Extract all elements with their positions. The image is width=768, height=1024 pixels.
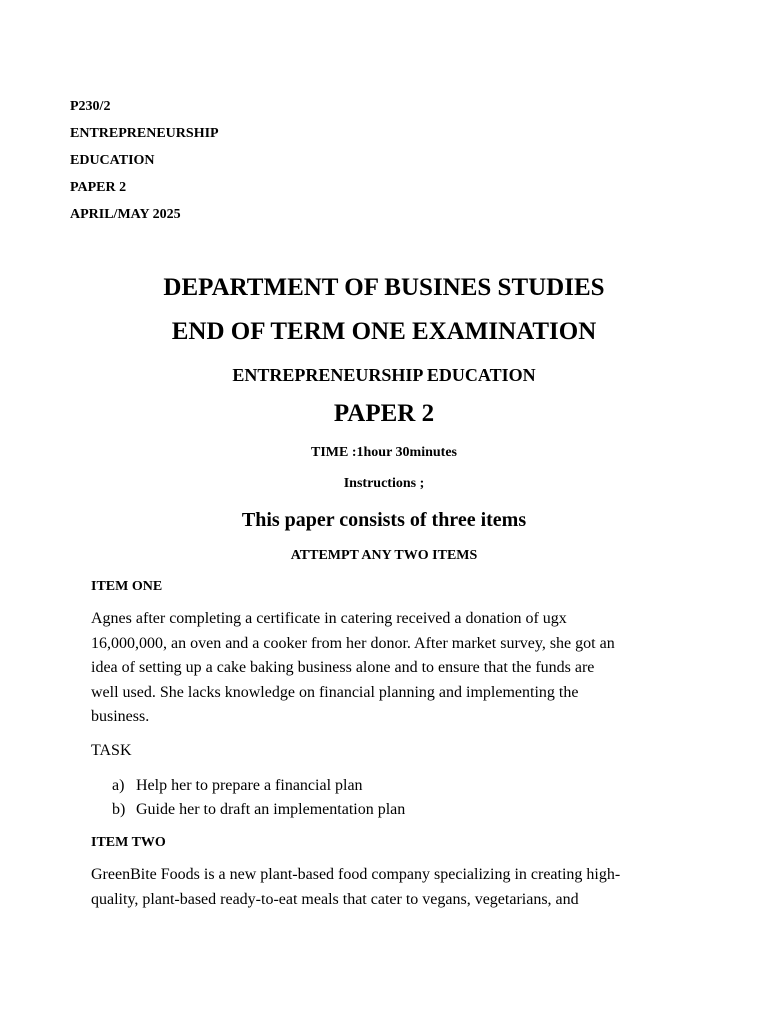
task-text: Guide her to draft an implementation plan — [136, 801, 406, 818]
paper-title: PAPER 2 — [333, 400, 435, 427]
item-one-line: business. — [91, 708, 150, 725]
task-item — [112, 774, 405, 798]
task-item — [112, 798, 405, 822]
item-one-line: 16,000,000, an oven and a cooker from her donor. After market survey, she got an — [91, 634, 615, 652]
item-two-line: quality, plant-based ready-to-eat meals that cater to vegans, vegetarians, and — [91, 890, 579, 908]
time-allowed: TIME :1hour 30minutes — [311, 445, 457, 460]
item-one-heading: ITEM ONE — [91, 579, 163, 594]
instructions-label: Instructions ; — [343, 476, 425, 491]
subject-line-1: ENTREPRENEURSHIP — [70, 126, 219, 141]
exam-date: APRIL/MAY 2025 — [70, 207, 181, 222]
item-two-scenario — [91, 863, 681, 912]
attempt-instruction: ATTEMPT ANY TWO ITEMS — [290, 548, 478, 563]
department-title: DEPARTMENT OF BUSINES STUDIES — [163, 274, 605, 301]
task-text: Help her to prepare a financial plan — [136, 777, 363, 794]
task-list — [112, 774, 405, 822]
item-two-line: GreenBite Foods is a new plant-based food company specializing in creating high- — [91, 866, 621, 883]
item-one-line: idea of setting up a cake baking business alone and to ensure that the funds are — [91, 659, 595, 676]
item-two-heading: ITEM TWO — [91, 835, 166, 850]
items-count-statement: This paper consists of three items — [241, 509, 527, 531]
paper-number: PAPER 2 — [70, 180, 127, 195]
subject-title: ENTREPRENEURSHIP EDUCATION — [232, 365, 536, 385]
exam-title: END OF TERM ONE EXAMINATION — [171, 318, 597, 345]
item-one-line: Agnes after completing a certificate in catering received a donation of ugx — [91, 610, 567, 627]
item-one-line: well used. She lacks knowledge on financial planning and implementing the — [91, 683, 579, 701]
task-label: TASK — [91, 742, 132, 759]
subject-line-2: EDUCATION — [70, 153, 155, 168]
task-marker: b) — [112, 801, 126, 818]
item-one-scenario — [91, 607, 681, 730]
task-marker: a) — [112, 777, 125, 794]
paper-code: P230/2 — [70, 99, 111, 114]
